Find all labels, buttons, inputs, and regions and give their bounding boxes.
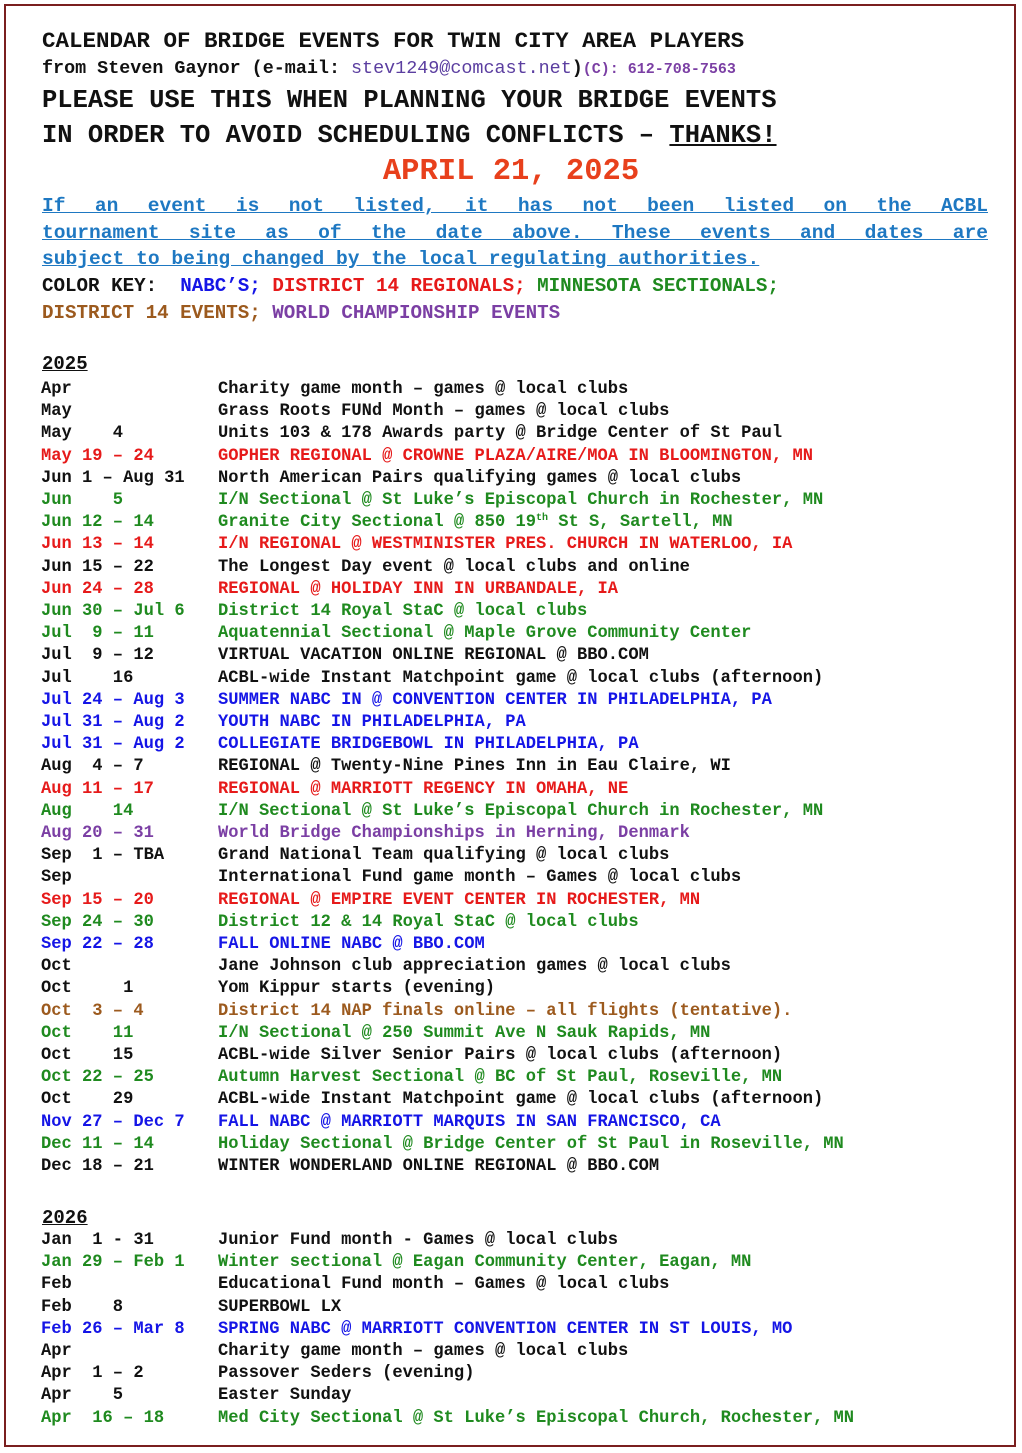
event-description bbox=[218, 913, 639, 932]
event-text: SUPERBOWL LX bbox=[218, 1297, 342, 1317]
event-row bbox=[41, 1113, 721, 1135]
event-row bbox=[41, 780, 628, 802]
event-text: I/N Sectional @ St Luke’s Episcopal Church in Rochester, MN bbox=[218, 801, 824, 821]
event-description bbox=[218, 1386, 351, 1405]
event-date: Oct bbox=[41, 957, 72, 977]
event-text: World Bridge Championships in Herning, Denmark bbox=[218, 824, 690, 843]
event-date: Feb 26 – Mar 8 bbox=[41, 1319, 185, 1339]
event-description bbox=[218, 757, 731, 776]
event-row bbox=[41, 913, 639, 935]
event-description bbox=[218, 1320, 792, 1339]
event-description bbox=[218, 1046, 782, 1065]
event-row bbox=[41, 1068, 782, 1090]
event-date: Jun 30 – Jul 6 bbox=[41, 602, 185, 621]
event-row bbox=[41, 1002, 792, 1024]
event-text: I/N Sectional @ 250 Summit Ave N Sauk Rapids, MN bbox=[218, 1023, 711, 1043]
event-text: District 14 Royal StaC @ local clubs bbox=[218, 602, 588, 621]
event-date: Jan 1 - 31 bbox=[41, 1231, 154, 1250]
event-row bbox=[41, 691, 772, 713]
event-text: YOUTH NABC IN PHILADELPHIA, PA bbox=[218, 713, 526, 732]
event-description bbox=[218, 1135, 844, 1154]
event-date: Jun 12 – 14 bbox=[41, 513, 154, 533]
event-row bbox=[41, 957, 731, 979]
event-text: REGIONAL @ EMPIRE EVENT CENTER IN ROCHESTER, MN bbox=[218, 890, 701, 910]
event-row bbox=[41, 402, 669, 424]
disclaimer-line-2: tournament site as of the date above. These events and dates are bbox=[42, 222, 988, 244]
event-row bbox=[41, 1320, 792, 1342]
event-description bbox=[218, 780, 628, 799]
event-row bbox=[41, 1157, 659, 1179]
event-description bbox=[218, 846, 669, 865]
event-row bbox=[41, 1409, 854, 1431]
event-description bbox=[218, 713, 526, 732]
event-date: Aug 14 bbox=[41, 801, 134, 821]
color-key-line-1 bbox=[42, 275, 779, 297]
event-date: Oct 15 bbox=[41, 1046, 134, 1065]
event-date: Jul 31 – Aug 2 bbox=[41, 735, 185, 755]
event-text: The Longest Day event @ local clubs and online bbox=[218, 557, 690, 577]
event-date: Oct 22 – 25 bbox=[41, 1068, 154, 1088]
event-date: Oct 1 bbox=[41, 979, 134, 999]
event-text: FALL NABC @ MARRIOTT MARQUIS IN SAN FRANCISCO, CA bbox=[218, 1112, 721, 1132]
event-date: Nov 27 – Dec 7 bbox=[41, 1112, 185, 1132]
event-date: Aug 20 – 31 bbox=[41, 824, 154, 843]
event-row bbox=[41, 1364, 474, 1386]
event-date: Jul 16 bbox=[41, 668, 134, 688]
disclaimer-line-1: If an event is not listed, it has not been listed on the ACBL bbox=[42, 195, 988, 217]
contact-close: ) bbox=[571, 58, 583, 79]
event-row bbox=[41, 891, 700, 913]
event-row bbox=[41, 424, 782, 446]
event-date: Sep 15 – 20 bbox=[41, 890, 154, 910]
event-text: COLLEGIATE BRIDGEBOWL IN PHILADELPHIA, PA bbox=[218, 735, 639, 755]
event-text: SUMMER NABC IN @ CONVENTION CENTER IN PHILADELPHIA, PA bbox=[218, 690, 772, 710]
event-row bbox=[41, 713, 526, 735]
event-description bbox=[218, 1298, 341, 1317]
event-text: WINTER WONDERLAND ONLINE REGIONAL @ BBO.COM bbox=[218, 1157, 660, 1176]
event-description bbox=[218, 691, 772, 710]
event-description bbox=[218, 1253, 751, 1272]
event-text: Charity game month – games @ local clubs bbox=[218, 380, 629, 399]
thanks-text: THANKS! bbox=[669, 121, 777, 150]
event-row bbox=[41, 1342, 628, 1364]
event-date: Oct 3 – 4 bbox=[41, 1001, 144, 1021]
event-description bbox=[218, 1090, 823, 1109]
event-date: Jun 5 bbox=[41, 491, 124, 510]
event-date: Sep 1 – TBA bbox=[41, 846, 165, 866]
event-text: GOPHER REGIONAL @ CROWNE PLAZA/AIRE/MOA IN BLOOMINGTON, MN bbox=[218, 446, 813, 466]
event-description bbox=[218, 1364, 474, 1383]
event-text: Autumn Harvest Sectional @ BC of St Paul, Roseville, MN bbox=[218, 1068, 783, 1088]
event-row bbox=[41, 558, 690, 580]
event-row bbox=[41, 846, 669, 868]
event-row bbox=[41, 624, 751, 646]
event-row bbox=[41, 1046, 782, 1068]
event-date: Oct 29 bbox=[41, 1090, 134, 1110]
disclaimer-line-3: subject to being changed by the local regulating authorities. bbox=[42, 248, 760, 270]
event-date: Apr bbox=[41, 1342, 72, 1361]
event-description bbox=[218, 669, 823, 688]
event-date: Jul 9 – 12 bbox=[41, 646, 154, 666]
event-text: Aquatennial Sectional @ Maple Grove Community Center bbox=[218, 624, 752, 644]
event-date: Aug 4 – 7 bbox=[41, 757, 144, 777]
event-row bbox=[41, 1298, 341, 1320]
event-date: May bbox=[41, 402, 72, 422]
event-text: Winter sectional @ Eagan Community Center, Eagan, MN bbox=[218, 1253, 752, 1273]
event-description bbox=[218, 957, 731, 976]
contact-prefix: from Steven Gaynor (e-mail: bbox=[42, 58, 352, 79]
event-description bbox=[218, 424, 782, 443]
event-text: ACBL-wide Instant Matchpoint game @ local clubs (afternoon) bbox=[218, 1090, 824, 1110]
event-description bbox=[218, 602, 587, 621]
event-text: Yom Kippur starts (evening) bbox=[218, 979, 495, 999]
event-date: Sep 24 – 30 bbox=[41, 912, 154, 932]
event-text: Educational Fund month – Games @ local clubs bbox=[218, 1275, 670, 1295]
event-description bbox=[218, 979, 495, 998]
event-row bbox=[41, 469, 741, 491]
calendar-date: APRIL 21, 2025 bbox=[382, 155, 640, 189]
event-date: May 4 bbox=[41, 424, 124, 444]
event-text: Grass Roots FUNd Month – games @ local clubs bbox=[218, 402, 670, 422]
planning-notice-line2 bbox=[42, 121, 777, 150]
event-row bbox=[41, 1024, 710, 1046]
event-description bbox=[218, 1275, 669, 1294]
event-date: Sep bbox=[41, 868, 72, 888]
event-date: Apr 16 – 18 bbox=[41, 1408, 165, 1428]
event-description bbox=[218, 1113, 721, 1132]
color-key-label: COLOR KEY: bbox=[42, 275, 158, 297]
event-description bbox=[218, 380, 628, 399]
event-date: Jul 9 – 11 bbox=[41, 624, 154, 644]
year-heading-2026: 2026 bbox=[42, 1207, 88, 1229]
event-text: Units 103 & 178 Awards party @ Bridge Center of St Paul bbox=[218, 424, 783, 444]
event-date: Dec 11 – 14 bbox=[41, 1134, 154, 1154]
event-description bbox=[218, 558, 690, 577]
event-text: Junior Fund month - Games @ local clubs bbox=[218, 1231, 619, 1250]
event-row bbox=[41, 380, 628, 402]
key-district-events: DISTRICT 14 EVENTS; bbox=[42, 302, 261, 324]
event-description bbox=[218, 580, 618, 599]
event-text: Grand National Team qualifying @ local clubs bbox=[218, 846, 670, 866]
event-row bbox=[41, 1090, 823, 1112]
event-text: International Fund game month – Games @ local clubs bbox=[218, 868, 742, 888]
event-text: District 12 & 14 Royal StaC @ local clubs bbox=[218, 912, 639, 932]
event-date: Feb bbox=[41, 1275, 72, 1295]
event-description bbox=[218, 469, 741, 488]
event-row bbox=[41, 513, 733, 535]
event-row bbox=[41, 1135, 844, 1157]
event-description bbox=[218, 447, 813, 466]
event-row bbox=[41, 669, 823, 691]
event-description bbox=[218, 646, 649, 665]
event-row bbox=[41, 1253, 751, 1275]
planning-prefix: IN ORDER TO AVOID SCHEDULING CONFLICTS – bbox=[42, 121, 670, 150]
event-text: North American Pairs qualifying games @ local clubs bbox=[218, 468, 742, 488]
event-date: Jun 24 – 28 bbox=[41, 579, 154, 599]
event-text: Easter Sunday bbox=[218, 1386, 352, 1406]
event-date: Jun 1 – Aug 31 bbox=[41, 468, 185, 488]
event-description bbox=[218, 513, 733, 532]
event-row bbox=[41, 535, 792, 557]
event-description bbox=[218, 1024, 710, 1043]
email-link[interactable]: stev1249@comcast.net bbox=[351, 58, 572, 79]
event-description bbox=[218, 624, 751, 643]
event-text-tail: St S, Sartell, MN bbox=[548, 513, 733, 533]
event-text: Med City Sectional @ St Luke’s Episcopal Church, Rochester, MN bbox=[218, 1408, 854, 1428]
event-text: REGIONAL @ MARRIOTT REGENCY IN OMAHA, NE bbox=[218, 779, 629, 799]
key-world-events: WORLD CHAMPIONSHIP EVENTS bbox=[272, 302, 561, 324]
event-date: May 19 – 24 bbox=[41, 446, 154, 466]
event-description bbox=[218, 1068, 782, 1087]
event-text: I/N REGIONAL @ WESTMINISTER PRES. CHURCH IN WATERLOO, IA bbox=[218, 535, 793, 555]
event-row bbox=[41, 824, 690, 846]
event-date: Apr bbox=[41, 380, 72, 399]
key-nabc: NABC’S; bbox=[180, 275, 261, 297]
year-heading-2025: 2025 bbox=[42, 353, 88, 375]
planning-notice-line1: PLEASE USE THIS WHEN PLANNING YOUR BRIDGE EVENTS bbox=[42, 86, 777, 115]
event-text: I/N Sectional @ St Luke’s Episcopal Church in Rochester, MN bbox=[218, 491, 824, 510]
event-text: Holiday Sectional @ Bridge Center of St Paul in Roseville, MN bbox=[218, 1134, 844, 1154]
event-row bbox=[41, 802, 823, 824]
event-description bbox=[218, 935, 485, 954]
event-description bbox=[218, 1342, 628, 1361]
event-date: Apr 1 – 2 bbox=[41, 1364, 144, 1384]
event-text: ACBL-wide Silver Senior Pairs @ local clubs (afternoon) bbox=[218, 1046, 783, 1065]
cell-phone: (C): 612-708-7563 bbox=[582, 61, 736, 78]
event-text: VIRTUAL VACATION ONLINE REGIONAL @ BBO.COM bbox=[218, 646, 649, 666]
event-row bbox=[41, 602, 587, 624]
event-description bbox=[218, 1231, 618, 1250]
event-date: Feb 8 bbox=[41, 1297, 124, 1317]
event-row bbox=[41, 447, 813, 469]
event-text: Jane Johnson club appreciation games @ local clubs bbox=[218, 957, 731, 977]
key-sectionals: MINNESOTA SECTIONALS; bbox=[537, 275, 779, 297]
event-row bbox=[41, 935, 485, 957]
event-date: Jul 31 – Aug 2 bbox=[41, 713, 185, 732]
event-description bbox=[218, 1157, 659, 1176]
event-date: Oct 11 bbox=[41, 1023, 134, 1043]
event-row bbox=[41, 757, 731, 779]
event-row bbox=[41, 979, 495, 1001]
event-date: Apr 5 bbox=[41, 1386, 124, 1406]
event-date: Aug 11 – 17 bbox=[41, 779, 154, 799]
contact-line bbox=[42, 58, 736, 79]
event-description bbox=[218, 535, 792, 554]
event-row bbox=[41, 1386, 351, 1408]
event-row bbox=[41, 1275, 669, 1297]
event-row bbox=[41, 491, 823, 513]
event-text: FALL ONLINE NABC @ BBO.COM bbox=[218, 935, 485, 954]
event-date: Jun 13 – 14 bbox=[41, 535, 154, 555]
event-text: Charity game month – games @ local clubs bbox=[218, 1342, 629, 1361]
event-description bbox=[218, 1409, 854, 1428]
event-description bbox=[218, 891, 700, 910]
event-row bbox=[41, 1231, 618, 1253]
event-row bbox=[41, 580, 618, 602]
event-date: Sep 22 – 28 bbox=[41, 935, 154, 954]
event-text: REGIONAL @ HOLIDAY INN IN URBANDALE, IA bbox=[218, 579, 619, 599]
event-row bbox=[41, 868, 741, 890]
event-row bbox=[41, 735, 639, 757]
color-key-line-2 bbox=[42, 302, 560, 324]
event-text: SPRING NABC @ MARRIOTT CONVENTION CENTER IN ST LOUIS, MO bbox=[218, 1319, 793, 1339]
event-description bbox=[218, 1002, 792, 1021]
event-date: Dec 18 – 21 bbox=[41, 1157, 154, 1176]
event-text: Granite City Sectional @ 850 19 bbox=[218, 513, 536, 533]
key-regionals: DISTRICT 14 REGIONALS; bbox=[272, 275, 526, 297]
event-description bbox=[218, 824, 690, 843]
event-description bbox=[218, 491, 823, 510]
ordinal-suffix: th bbox=[536, 513, 549, 525]
event-description bbox=[218, 802, 823, 821]
event-description bbox=[218, 402, 669, 421]
event-description bbox=[218, 735, 639, 754]
calendar-title: CALENDAR OF BRIDGE EVENTS FOR TWIN CITY AREA PLAYERS bbox=[42, 28, 745, 54]
event-text: ACBL-wide Instant Matchpoint game @ local clubs (afternoon) bbox=[218, 668, 824, 688]
event-row bbox=[41, 646, 649, 668]
event-text: Passover Seders (evening) bbox=[218, 1364, 475, 1384]
event-date: Jun 15 – 22 bbox=[41, 557, 154, 577]
event-description bbox=[218, 868, 741, 887]
event-text: District 14 NAP finals online – all flights (tentative). bbox=[218, 1001, 793, 1021]
event-date: Jan 29 – Feb 1 bbox=[41, 1253, 185, 1273]
event-date: Jul 24 – Aug 3 bbox=[41, 690, 185, 710]
event-text: REGIONAL @ Twenty-Nine Pines Inn in Eau Claire, WI bbox=[218, 757, 731, 777]
